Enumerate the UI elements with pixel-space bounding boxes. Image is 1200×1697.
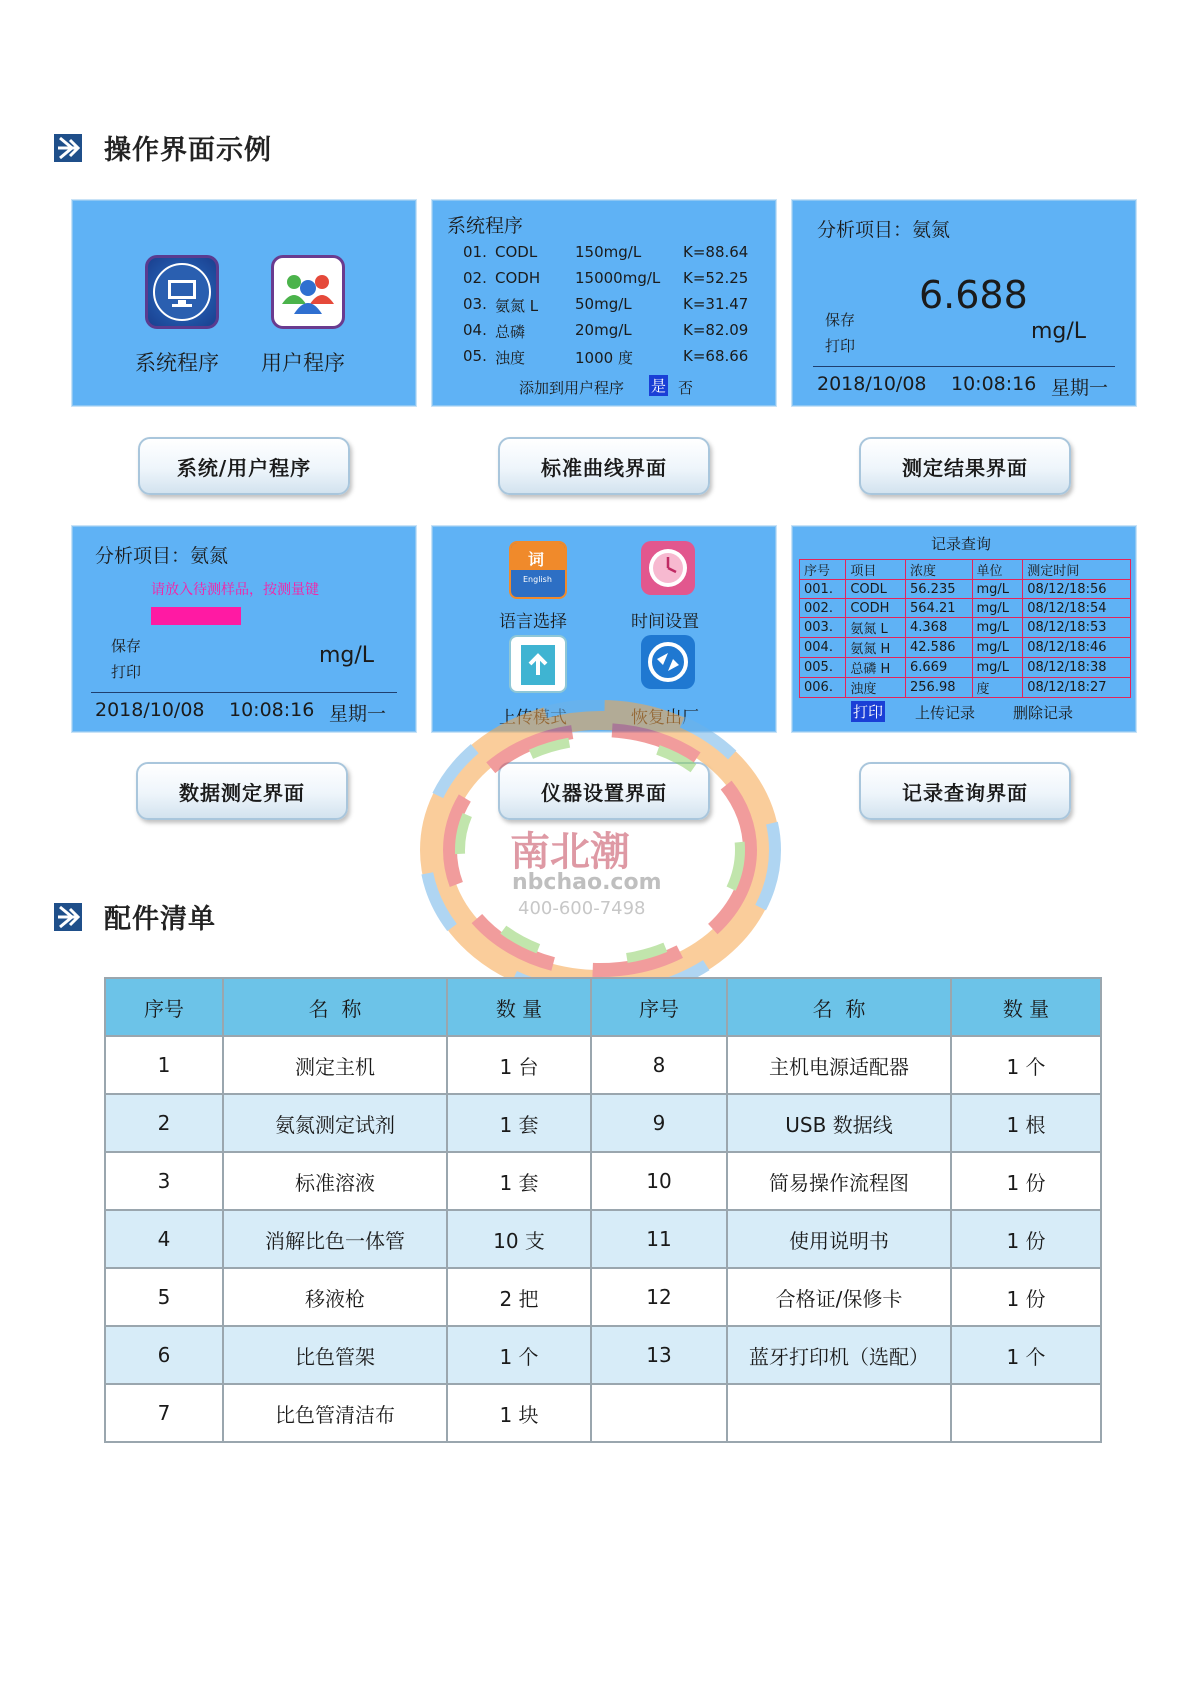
print-option[interactable]: 打印 — [825, 337, 856, 355]
analysis-item-title: 分析项目：氨氮 — [817, 219, 951, 241]
insert-sample-prompt: 请放入待测样品，按测量键 — [151, 582, 319, 598]
record-cell: 002. — [800, 599, 846, 618]
parts-cell: 6 — [105, 1326, 223, 1384]
screen-instrument-settings — [432, 526, 776, 732]
arrow-icon — [54, 903, 82, 931]
record-query-title: 记录查询 — [931, 535, 992, 553]
parts-cell: 消解比色一体管 — [223, 1210, 447, 1268]
parts-cell: 使用说明书 — [727, 1210, 951, 1268]
curve-row-item: CODL — [495, 243, 538, 261]
weekday-label: 星期一 — [1051, 377, 1109, 399]
parts-cell: 1 个 — [447, 1326, 591, 1384]
record-cell: 08/12/18:27 — [1023, 678, 1131, 698]
record-cell: 度 — [972, 678, 1023, 698]
parts-cell: 蓝牙打印机（选配） — [727, 1326, 951, 1384]
parts-cell: 10 支 — [447, 1210, 591, 1268]
save-option[interactable]: 保存 — [111, 637, 142, 655]
caption-standard-curve: 标准曲线界面 — [498, 437, 710, 495]
parts-cell: 主机电源适配器 — [727, 1036, 951, 1094]
caption-record-query: 记录查询界面 — [859, 762, 1071, 820]
yes-option[interactable]: 是 — [651, 377, 667, 395]
analysis-item-title: 分析项目：氨氮 — [95, 545, 229, 567]
screen-record-query — [792, 526, 1136, 732]
curve-row-range: 150mg/L — [575, 243, 642, 261]
record-cell: mg/L — [972, 618, 1023, 638]
divider — [813, 366, 1115, 367]
factory-reset-label[interactable]: 恢复出厂 — [631, 708, 699, 728]
parts-cell: 7 — [105, 1384, 223, 1442]
record-header-cell: 浓度 — [906, 560, 973, 580]
progress-bar — [151, 607, 241, 625]
caption-system-user-program: 系统/用户程序 — [138, 437, 350, 495]
users-icon[interactable] — [271, 255, 345, 329]
parts-cell: 氨氮测定试剂 — [223, 1094, 447, 1152]
curve-row-item: 浊度 — [495, 349, 526, 367]
add-to-user-program-label: 添加到用户程序 — [519, 379, 625, 397]
record-cell: 004. — [800, 638, 846, 658]
parts-row — [105, 1210, 1101, 1268]
factory-reset-icon[interactable] — [641, 635, 695, 689]
record-cell: mg/L — [972, 638, 1023, 658]
record-cell: 4.368 — [906, 618, 973, 638]
parts-header-cell: 序号 — [105, 978, 223, 1036]
curve-row-no: 02. — [463, 269, 487, 287]
print-option[interactable]: 打印 — [111, 663, 142, 681]
parts-cell: 1 块 — [447, 1384, 591, 1442]
parts-cell: 1 份 — [951, 1210, 1101, 1268]
parts-cell — [951, 1384, 1101, 1442]
save-option[interactable]: 保存 — [825, 311, 856, 329]
parts-row — [105, 1152, 1101, 1210]
record-row[interactable] — [800, 599, 1131, 618]
record-cell: 56.235 — [906, 580, 973, 599]
record-cell: 6.669 — [906, 658, 973, 678]
curve-row-item: CODH — [495, 269, 541, 287]
curve-row-range: 20mg/L — [575, 321, 632, 339]
screen2-title: 系统程序 — [447, 215, 524, 237]
record-table — [799, 559, 1131, 698]
record-cell: 42.586 — [906, 638, 973, 658]
curve-row-no: 03. — [463, 295, 487, 313]
record-header-cell: 测定时间 — [1023, 560, 1131, 580]
curve-row-k: K=52.25 — [683, 269, 749, 287]
parts-cell: 合格证/保修卡 — [727, 1268, 951, 1326]
no-option[interactable]: 否 — [678, 379, 694, 397]
parts-cell: 10 — [591, 1152, 727, 1210]
curve-row-k: K=82.09 — [683, 321, 749, 339]
weekday-label: 星期一 — [329, 703, 387, 725]
parts-cell: 测定主机 — [223, 1036, 447, 1094]
record-cell: mg/L — [972, 580, 1023, 599]
parts-cell: 1 个 — [951, 1326, 1101, 1384]
record-header-cell: 单位 — [972, 560, 1023, 580]
record-cell: 08/12/18:46 — [1023, 638, 1131, 658]
date-label: 2018/10/08 — [95, 699, 205, 721]
record-cell: mg/L — [972, 599, 1023, 618]
result-unit: mg/L — [1031, 319, 1087, 344]
language-select-label[interactable]: 语言选择 — [499, 612, 567, 632]
record-cell: 006. — [800, 678, 846, 698]
parts-cell: 比色管架 — [223, 1326, 447, 1384]
parts-cell: 移液枪 — [223, 1268, 447, 1326]
upload-icon[interactable] — [509, 635, 567, 693]
language-icon-glyph: 词 — [528, 550, 545, 569]
parts-header-cell: 名 称 — [223, 978, 447, 1036]
parts-cell: 13 — [591, 1326, 727, 1384]
parts-cell: 8 — [591, 1036, 727, 1094]
parts-cell: USB 数据线 — [727, 1094, 951, 1152]
caption-measurement-result: 测定结果界面 — [859, 437, 1071, 495]
user-program-label[interactable]: 用户程序 — [261, 351, 345, 375]
divider — [91, 692, 397, 693]
section-title-text: 操作界面示例 — [104, 135, 272, 166]
arrow-icon — [54, 134, 82, 162]
parts-cell: 9 — [591, 1094, 727, 1152]
parts-cell: 2 — [105, 1094, 223, 1152]
date-label: 2018/10/08 — [817, 373, 927, 395]
curve-row-range: 1000 度 — [575, 349, 633, 367]
parts-cell: 2 把 — [447, 1268, 591, 1326]
section-title-text: 配件清单 — [104, 904, 216, 935]
record-cell: CODH — [846, 599, 906, 618]
record-cell: 564.21 — [906, 599, 973, 618]
parts-cell: 1 套 — [447, 1152, 591, 1210]
result-value: 6.688 — [919, 273, 1028, 317]
watermark — [390, 700, 810, 1020]
curve-row-no: 01. — [463, 243, 487, 261]
parts-cell: 简易操作流程图 — [727, 1152, 951, 1210]
record-header-cell: 序号 — [800, 560, 846, 580]
curve-row-range: 50mg/L — [575, 295, 632, 313]
screen-data-measurement — [72, 526, 416, 732]
record-cell: 08/12/18:56 — [1023, 580, 1131, 599]
record-header-row — [800, 560, 1131, 580]
result-unit: mg/L — [319, 643, 375, 668]
record-row[interactable] — [800, 678, 1131, 698]
parts-cell: 4 — [105, 1210, 223, 1268]
record-cell: CODL — [846, 580, 906, 599]
upload-records-button[interactable]: 上传记录 — [915, 704, 976, 722]
curve-row-item: 氨氮 L — [495, 297, 539, 315]
record-cell: 005. — [800, 658, 846, 678]
parts-cell — [591, 1384, 727, 1442]
parts-cell: 1 个 — [951, 1036, 1101, 1094]
record-cell: mg/L — [972, 658, 1023, 678]
system-program-label[interactable]: 系统程序 — [135, 351, 219, 375]
parts-cell: 1 套 — [447, 1094, 591, 1152]
record-row[interactable] — [800, 618, 1131, 638]
parts-header-cell: 数 量 — [951, 978, 1101, 1036]
language-icon[interactable] — [509, 541, 567, 599]
parts-row — [105, 1326, 1101, 1384]
record-cell: 256.98 — [906, 678, 973, 698]
clock-icon[interactable] — [641, 541, 695, 595]
parts-cell: 12 — [591, 1268, 727, 1326]
parts-cell: 比色管清洁布 — [223, 1384, 447, 1442]
record-row[interactable] — [800, 638, 1131, 658]
watermark-brand: 南北潮 — [510, 828, 630, 875]
screen-program-select — [72, 200, 416, 406]
curve-row-k: K=31.47 — [683, 295, 749, 313]
time-label: 10:08:16 — [229, 699, 315, 721]
parts-cell: 1 根 — [951, 1094, 1101, 1152]
record-row[interactable] — [800, 580, 1131, 599]
watermark-site: nbchao.com — [512, 870, 662, 895]
parts-cell: 标准溶液 — [223, 1152, 447, 1210]
parts-cell: 1 — [105, 1036, 223, 1094]
upload-mode-label[interactable]: 上传模式 — [499, 708, 567, 728]
print-button[interactable]: 打印 — [853, 703, 884, 721]
time-label: 10:08:16 — [951, 373, 1037, 395]
parts-row — [105, 1036, 1101, 1094]
parts-cell: 1 份 — [951, 1152, 1101, 1210]
screen-standard-curve — [432, 200, 776, 406]
parts-cell — [727, 1384, 951, 1442]
curve-row-k: K=68.66 — [683, 347, 749, 365]
record-header-cell: 项目 — [846, 560, 906, 580]
section-title-ui-examples — [54, 128, 272, 167]
parts-row — [105, 1094, 1101, 1152]
screen-measurement-result — [792, 200, 1136, 406]
record-cell: 001. — [800, 580, 846, 599]
language-icon-subtext: English — [523, 575, 552, 584]
parts-table — [104, 977, 1102, 1443]
watermark-phone: 400-600-7498 — [518, 898, 646, 919]
record-row[interactable] — [800, 658, 1131, 678]
record-cell: 氨氮 L — [846, 618, 906, 638]
parts-cell: 1 台 — [447, 1036, 591, 1094]
record-cell: 003. — [800, 618, 846, 638]
parts-cell: 3 — [105, 1152, 223, 1210]
parts-row — [105, 1268, 1101, 1326]
record-cell: 08/12/18:53 — [1023, 618, 1131, 638]
record-cell: 08/12/18:54 — [1023, 599, 1131, 618]
curve-row-no: 05. — [463, 347, 487, 365]
parts-row — [105, 1384, 1101, 1442]
parts-cell: 11 — [591, 1210, 727, 1268]
curve-row-range: 15000mg/L — [575, 269, 661, 287]
record-cell: 氨氮 H — [846, 638, 906, 658]
parts-header-cell: 数 量 — [447, 978, 591, 1036]
curve-row-item: 总磷 — [495, 323, 526, 341]
delete-records-button[interactable]: 删除记录 — [1013, 704, 1074, 722]
record-cell: 总磷 H — [846, 658, 906, 678]
parts-header-cell: 名 称 — [727, 978, 951, 1036]
caption-instrument-settings: 仪器设置界面 — [498, 762, 710, 820]
curve-row-no: 04. — [463, 321, 487, 339]
parts-header-cell: 序号 — [591, 978, 727, 1036]
record-cell: 08/12/18:38 — [1023, 658, 1131, 678]
parts-cell: 1 份 — [951, 1268, 1101, 1326]
caption-data-measurement: 数据测定界面 — [136, 762, 348, 820]
curve-row-k: K=88.64 — [683, 243, 749, 261]
monitor-icon[interactable] — [145, 255, 219, 329]
parts-cell: 5 — [105, 1268, 223, 1326]
section-title-parts — [54, 897, 216, 936]
record-cell: 浊度 — [846, 678, 906, 698]
time-setting-label[interactable]: 时间设置 — [631, 612, 699, 632]
